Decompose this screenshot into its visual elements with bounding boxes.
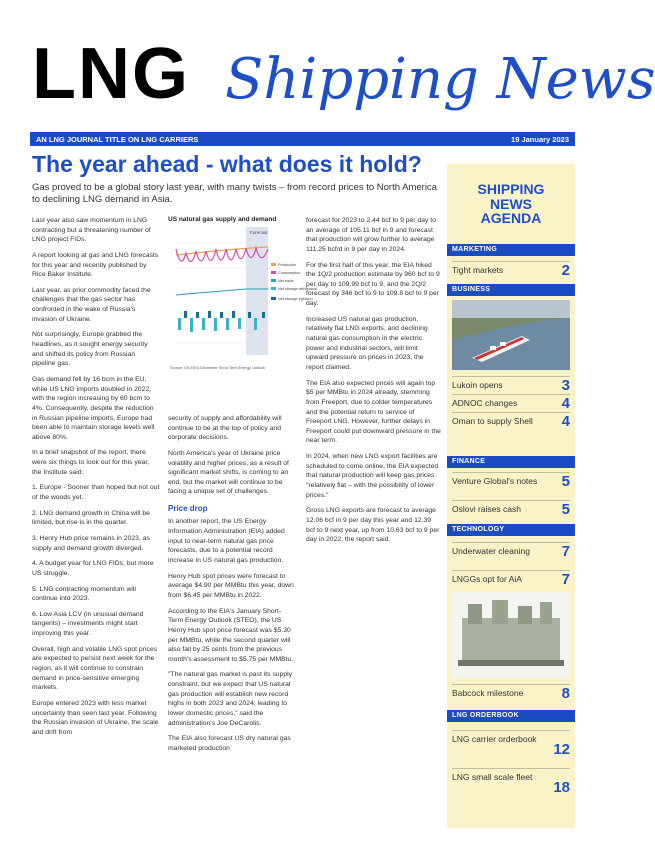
agenda-item[interactable] [452,768,570,796]
sidebar-agenda [447,164,575,828]
storage-bar [214,318,217,331]
paragraph: Overall, high and volatile LNG spot prices are expected to persist next week for the region, as it will continue to constrain demand in price-sensitive emerging markets. [32,645,158,692]
agenda-item-page: 12 [553,741,570,758]
legend-label: Net trade [278,279,294,283]
storage-bar [208,311,211,318]
storage-bar [262,312,265,318]
storage-bar [202,318,205,330]
sidebar-title [447,182,575,226]
agenda-item[interactable] [452,730,570,758]
headline: The year ahead - what does it hold? [32,151,422,177]
legend-swatch [271,271,276,274]
photo-module [462,618,560,662]
sidebar-title-line: AGENDA [480,210,542,227]
paragraph: For the first half of this year, the EIA hiked the 1Q/2 production estimate by 960 bcf to 9 per day to 109.99 bcf to 9, and the 2Q/2 forecast by 346 bcf to 9 to 109.8 bcf to 9 per day. [306,261,440,308]
legend-swatch [271,297,276,300]
chart-svg [168,223,317,393]
agenda-item-page: 7 [561,571,570,588]
agenda-item[interactable] [452,500,570,518]
agenda-item-label: Babcock milestone [452,688,524,698]
paragraph: Henry Hub spot prices were forecast to average $4.90 per MMBtu this year, down from $6.45 per MMBtu in 2022. [168,572,294,599]
storage-bar [254,318,257,330]
sidebar-title-line: NEWS [490,195,532,212]
section-marketing: MARKETING [447,244,575,256]
agenda-item-label: Oman to supply Shell [452,416,533,426]
paragraph: "The natural gas market is past its supply constraint, but we expect that US natural gas production will establish new record highs in both 2023 and 2024, leading to lower domestic prices," said the administration's Joe DeCarolis. [168,671,293,727]
paragraph: Gross LNG exports are forecast to average 12.06 bcf in 9 per day this year and 12.39 bcf to 9 next year, up from 10.63 bcf to 9 per day in 2022, the report said. [306,507,440,544]
dateline-tagline: AN LNG JOURNAL TITLE ON LNG CARRIERS [36,134,199,144]
masthead [30,30,655,130]
agenda-item[interactable] [452,412,570,430]
storage-bar [238,318,241,329]
paragraph: 5. LNG contracting momentum will continue into 2023. [32,585,136,603]
photo-part [492,600,508,624]
machinery-photo-icon [452,592,570,678]
dateline-date: 19 January 2023 [511,134,569,144]
storage-bar [190,318,193,332]
agenda-item-label: LNG small scale fleet [452,772,533,782]
agenda-item-page: 8 [561,685,570,702]
standfirst: Gas proved to be a global story last year, with many twists – from record prices to North America to declining LNG demand in Asia. [32,182,437,205]
legend-label: Net storage injection [278,297,313,301]
ship-photo-icon [452,300,570,370]
legend-label: Net storage withdrawal [278,287,317,291]
paragraph: The EIA also forecast US dry natural gas marketed production [168,735,291,752]
sidebar-title-line: SHIPPING [477,181,545,197]
section-technology: TECHNOLOGY [447,524,575,536]
photo-base [458,660,564,666]
paragraph: Last year, as prior commodity faced the challenges that the gas sector has confronted in the wake of Russia's invasion of Ukraine. [32,286,151,323]
agenda-item-label: ADNOC changes [452,398,518,408]
agenda-item-page: 5 [561,501,570,518]
chart [168,216,317,408]
section-business: BUSINESS [447,284,575,296]
forecast-shade [246,227,268,355]
paragraph: Europe entered 2023 with less market uncertainty than seen last year. Following the Russian invasion of Ukraine, the scale and drift from [32,699,159,736]
paragraph: security of supply and affordability will continue to be at the top of policy and corporate decisions. [168,415,282,442]
paragraph: North America's year of Ukraine price volatility and higher prices, as a result of significant market shifts, is coming to an end, but the market will continue to be facing a unique set of challenges. [168,449,289,496]
agenda-item-page: 2 [561,262,570,279]
agenda-item-page: 18 [553,779,570,796]
agenda-item[interactable] [452,570,570,588]
chart-title: US natural gas supply and demand [168,216,277,223]
legend-swatch [271,287,276,290]
agenda-item-page: 4 [561,413,570,430]
paragraph: Last year also saw momentum in LNG contracting but a threatening number of LNG project FIDs. [32,217,151,244]
agenda-item-label: Venture Global's notes [452,476,538,486]
chart-source: Source: US EIA's December Short-Term Energy Outlook [170,366,265,370]
paragraph: Gas demand fell by 16 bcm in the EU, while US LNG imports doubled in 2022, with the region increasing by 60 bcm to 4%. Consequently, despite the reduction in Russian pipeline imports, Europe had been able to maintain storage levels well above 80%. [32,375,155,441]
paragraph: 6. Low Asia LCV (in unusual demand tangents) – investments might start improving this year. [32,610,144,638]
agenda-item-label: LNG carrier orderbook [452,734,537,744]
agenda-item[interactable] [452,394,570,412]
paragraph: Not surprisingly, Europe grabbed the headlines, as it sought energy security and shifted its policy from Russian pipeline gas. [32,331,148,368]
masthead-script: Shipping News [225,47,655,112]
newsletter-page [30,30,655,830]
paragraph: In another report, the US Energy Information Administration (EIA) added input to near-term natural gas price forecasts, due to a potential record increase in US natural gas production. [168,518,285,565]
legend-swatch [271,279,276,282]
agenda-item-label: Underwater cleaning [452,546,530,556]
photo-part [518,606,532,624]
agenda-item[interactable] [452,261,570,279]
paragraph: forecast for 2023 to 2.44 bcf to 9 per day to an average of 105.11 bcf in 9 and forecast that production will grow further to average 111.25 bcf/d in 9 per day in 2024. [306,217,436,253]
agenda-item-label: Oslovi raises cash [452,504,521,514]
paragraph: 2. LNG demand growth in China will be limited, but rise is in the quarter. [32,509,150,527]
dateline-bar [30,132,575,146]
photo-sky [452,300,570,318]
agenda-item-page: 5 [561,473,570,490]
section-orderbook: LNG ORDERBOOK [447,710,575,722]
photo-tank [500,342,506,346]
paragraph: In a brief snapshot of the report, there were six things to look out for this year, the Institute said: [32,449,150,476]
photo-part [540,602,552,624]
legend-label: Consumption [278,271,301,275]
paragraph: The EIA also expected prices will again top $5 per MMBtu in 2024 already, stemming from Freeport, due to colder temperatures and the potential return to service of Freeport LNG. However, further delays in Freeport could put downward pressure in the near term. [306,379,441,445]
paragraph: 3. Henry Hub price remains in 2023, as supply and demand growth diverged. [32,534,150,552]
agenda-item-label: Lukoin opens [452,380,503,390]
legend-label: Production [278,263,297,267]
forecast-label: Forecast [250,230,268,235]
agenda-item-page: 3 [561,377,570,394]
subhead: Price drop [168,504,208,514]
agenda-item[interactable] [452,542,570,560]
paragraph: 4. A budget year for LNG FIDs, but more US struggle. [32,560,154,577]
section-finance: FINANCE [447,456,575,468]
legend-swatch [271,263,276,266]
masthead-lng: LNG [32,34,190,114]
paragraph: 1. Europe - Sooner than hoped but not out of the woods yet. [32,484,160,502]
agenda-item-label: Tight markets [452,265,504,275]
photo-tank [490,346,496,350]
paragraph: Increased US natural gas production, relatively flat LNG exports, and declining natural gas consumption in the electric power and industrial sectors, will limit upward pressure on prices in 2023, the report claimed. [306,315,428,371]
storage-bar [220,312,223,318]
article-column-3 [306,216,441,830]
agenda-item[interactable] [452,376,570,394]
agenda-item-label: LNGGs opt for AiA [452,574,522,584]
storage-bar [178,318,181,330]
paragraph: In 2024, when new LNG export facilities are scheduled to come online, the EIA expected that natural production will keep gas prices "relatively flat – with the possibility of lower prices." [306,453,439,499]
agenda-item[interactable] [452,472,570,490]
article-column-1 [32,216,160,830]
storage-bar [232,311,235,318]
storage-bar [184,311,187,318]
paragraph: According to the EIA's January Short-Term Energy Outlook (STEO), the US Henry Hub spot price forecast was $5.30 per MMBtu, while the second quarter will also fall by 25 cents from the previous month's assessment to $5.75 per MMBtu. [168,607,294,663]
photo-part [468,604,482,624]
paragraph: A report looking at gas and LNG forecasts for this year and recently published by Rice Baker Institute. [32,251,159,279]
agenda-item-page: 7 [561,543,570,560]
agenda-item-page: 4 [561,395,570,412]
storage-bar [196,312,199,318]
storage-bar [226,318,229,330]
storage-bar [248,312,251,318]
article-column-2 [168,414,296,830]
agenda-item[interactable] [452,684,570,702]
